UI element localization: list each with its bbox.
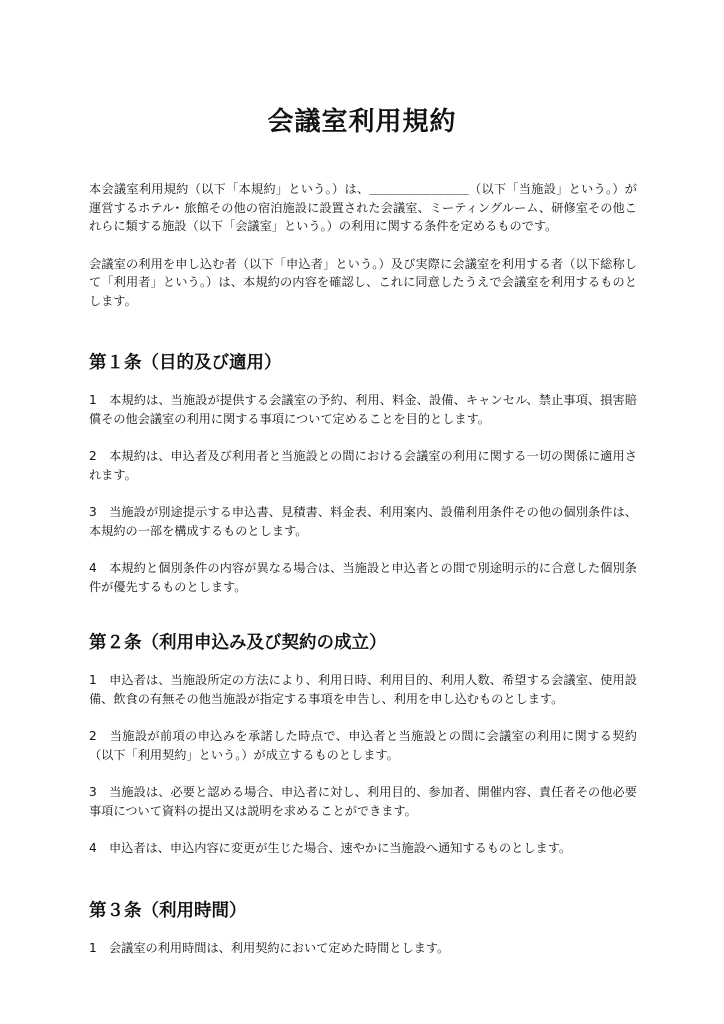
article-2-clause-2: 2 当施設が前項の申込みを承諾した時点で、申込者と当施設との間に会議室の利用に関する契約（以下「利用契約」という。）が成立するものとします。 xyxy=(89,729,637,762)
article-1-clause-3: 3 当施設が別途提示する申込書、見積書、料金表、利用案内、設備利用条件その他の個別条件は、本規約の一部を構成するものとします。 xyxy=(89,505,637,538)
article-2-heading: 第２条（利用申込み及び契約の成立） xyxy=(89,633,387,653)
intro-paragraph-2: 会議室の利用を申し込む者（以下「申込者」という。）及び実際に会議室を利用する者（以下総称して「利用者」という。）は、本規約の内容を確認し、これに同意したうえで会議室を利用するものとします。 xyxy=(89,256,637,308)
article-3-clause-1: 1 会議室の利用時間は、利用契約において定めた時間とします。 xyxy=(89,940,450,955)
article-1 xyxy=(89,350,637,596)
article-1-clause-1: 1 本規約は、当施設が提供する会議室の予約、利用、料金、設備、キャンセル、禁止事項、損害賠償その他会議室の利用に関する事項について定めることを目的とします。 xyxy=(89,393,637,426)
article-1-clause-4: 4 本規約と個別条件の内容が異なる場合は、当施設と申込者との間で別途明示的に合意した個別条件が優先するものとします。 xyxy=(89,561,637,594)
document-body xyxy=(89,180,637,957)
article-3 xyxy=(89,898,637,958)
article-3-heading: 第３条（利用時間） xyxy=(89,900,247,921)
article-2-clause-4: 4 申込者は、申込内容に変更が生じた場合、速やかに当施設へ通知するものとします。 xyxy=(89,841,572,855)
article-1-heading: 第１条（目的及び適用） xyxy=(89,353,282,373)
article-1-clause-2: 2 本規約は、申込者及び利用者と当施設との間における会議室の利用に関する一切の関係に適用されます。 xyxy=(89,449,637,482)
article-2-clause-1: 1 申込者は、当施設所定の方法により、利用日時、利用目的、利用人数、希望する会議室、使用設備、飲食の有無その他当施設が指定する事項を申告し、利用を申し込むものとします。 xyxy=(89,673,637,706)
intro-paragraph-1: 本会議室利用規約（以下「本規約」という。）は、＿＿＿＿＿＿＿＿（以下「当施設」という。）が運営するホテル･ 旅館その他の宿泊施設に設置された会議室、ミーティングルーム、研修室その他これらに類する施設（以下「会議室」という。）の利用に関する条件を定めるものです。 xyxy=(89,182,637,233)
document-title: 会議室利用規約 xyxy=(267,107,457,137)
article-2 xyxy=(89,630,637,858)
article-2-clause-3: 3 当施設は、必要と認める場合、申込者に対し、利用目的、参加者、開催内容、責任者その他必要事項について資料の提出又は説明を求めることができます。 xyxy=(89,785,637,818)
